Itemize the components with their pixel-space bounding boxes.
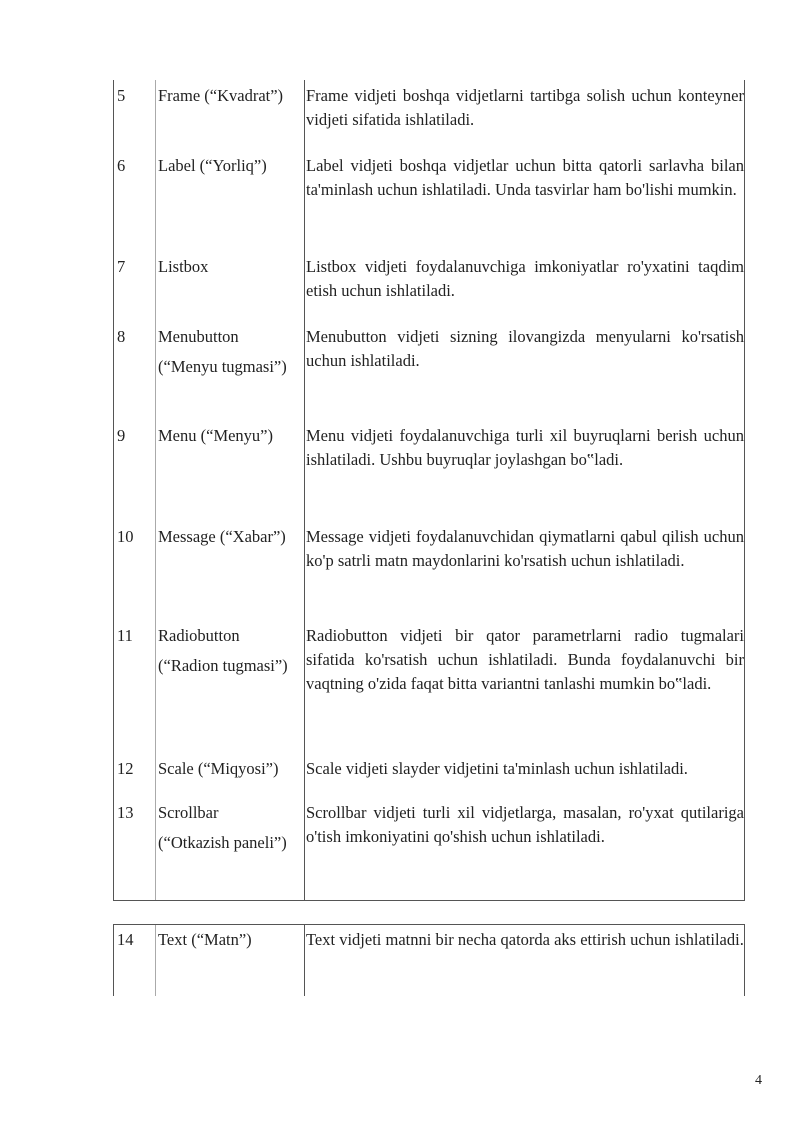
widget-description: Text vidjeti matnni bir necha qatorda aks ettirish uchun ishlatiladi. xyxy=(306,930,744,949)
widget-description: Frame vidjeti boshqa vidjetlarni tartibga solish uchun konteyner vidjeti sifatida ishlatiladi. xyxy=(306,86,744,129)
row-number: 11 xyxy=(117,626,133,645)
page-number: 4 xyxy=(755,1073,762,1088)
widget-description: Scrollbar vidjeti turli xil vidjetlarga, masalan, ro'yxat qutilariga o'tish imkoniyatini qo'shish uchun ishlatiladi. xyxy=(306,803,744,846)
widget-name-translation: (“Menyu tugmasi”) xyxy=(158,357,287,376)
column-divider xyxy=(304,80,305,900)
row-number: 7 xyxy=(117,257,126,276)
column-divider xyxy=(155,925,156,996)
widget-name: Frame (“Kvadrat”) xyxy=(158,86,284,105)
widget-name-main: Menubutton xyxy=(158,327,239,346)
widget-name-translation: (“Otkazish paneli”) xyxy=(158,833,287,852)
row-number: 10 xyxy=(117,527,134,546)
widget-description: Menu vidjeti foydalanuvchiga turli xil buyruqlarni berish uchun ishlatiladi. Ushbu buyruqlar joylashgan bo‟ladi. xyxy=(306,426,744,469)
row-number: 13 xyxy=(117,803,134,822)
row-number: 9 xyxy=(117,426,126,445)
column-divider xyxy=(155,80,156,900)
widget-description: Radiobutton vidjeti bir qator parametrlarni radio tugmalari sifatida ko'rsatish uchun ishlatiladi. Bunda foydalanuvchi bir vaqtning o'zida faqat bitta variantni tanlashi mumkin bo‟ladi. xyxy=(306,626,744,693)
column-divider xyxy=(304,925,305,996)
widgets-table-continued xyxy=(113,924,745,996)
widgets-table xyxy=(113,80,745,901)
row-number: 5 xyxy=(117,86,126,105)
widget-description: Message vidjeti foydalanuvchidan qiymatlarni qabul qilish uchun ko'p satrli matn maydonlarini ko'rsatish uchun ishlatiladi. xyxy=(306,527,744,570)
widget-description: Menubutton vidjeti sizning ilovangizda menyularni ko'rsatish uchun ishlatiladi. xyxy=(306,327,744,370)
widget-name-main: Scrollbar xyxy=(158,803,219,822)
widget-name: Message (“Xabar”) xyxy=(158,527,286,546)
widget-name: Label (“Yorliq”) xyxy=(158,156,267,175)
row-number: 12 xyxy=(117,759,134,778)
widget-name xyxy=(158,624,303,678)
widget-name: Text (“Matn”) xyxy=(158,930,252,949)
widget-name-main: Radiobutton xyxy=(158,626,240,645)
row-number: 6 xyxy=(117,156,126,175)
widget-name: Menu (“Menyu”) xyxy=(158,426,274,445)
widget-name-translation: (“Radion tugmasi”) xyxy=(158,656,288,675)
row-number: 8 xyxy=(117,327,126,346)
widget-name xyxy=(158,801,303,855)
widget-name xyxy=(158,325,303,379)
widget-description: Scale vidjeti slayder vidjetini ta'minlash uchun ishlatiladi. xyxy=(306,759,688,778)
widget-name: Listbox xyxy=(158,257,209,276)
row-number: 14 xyxy=(117,930,134,949)
widget-name: Scale (“Miqyosi”) xyxy=(158,759,279,778)
widget-description: Listbox vidjeti foydalanuvchiga imkoniyatlar ro'yxatini taqdim etish uchun ishlatiladi. xyxy=(306,257,744,300)
widget-description: Label vidjeti boshqa vidjetlar uchun bitta qatorli sarlavha bilan ta'minlash uchun ishlatiladi. Unda tasvirlar ham bo'lishi mumkin. xyxy=(306,156,744,199)
